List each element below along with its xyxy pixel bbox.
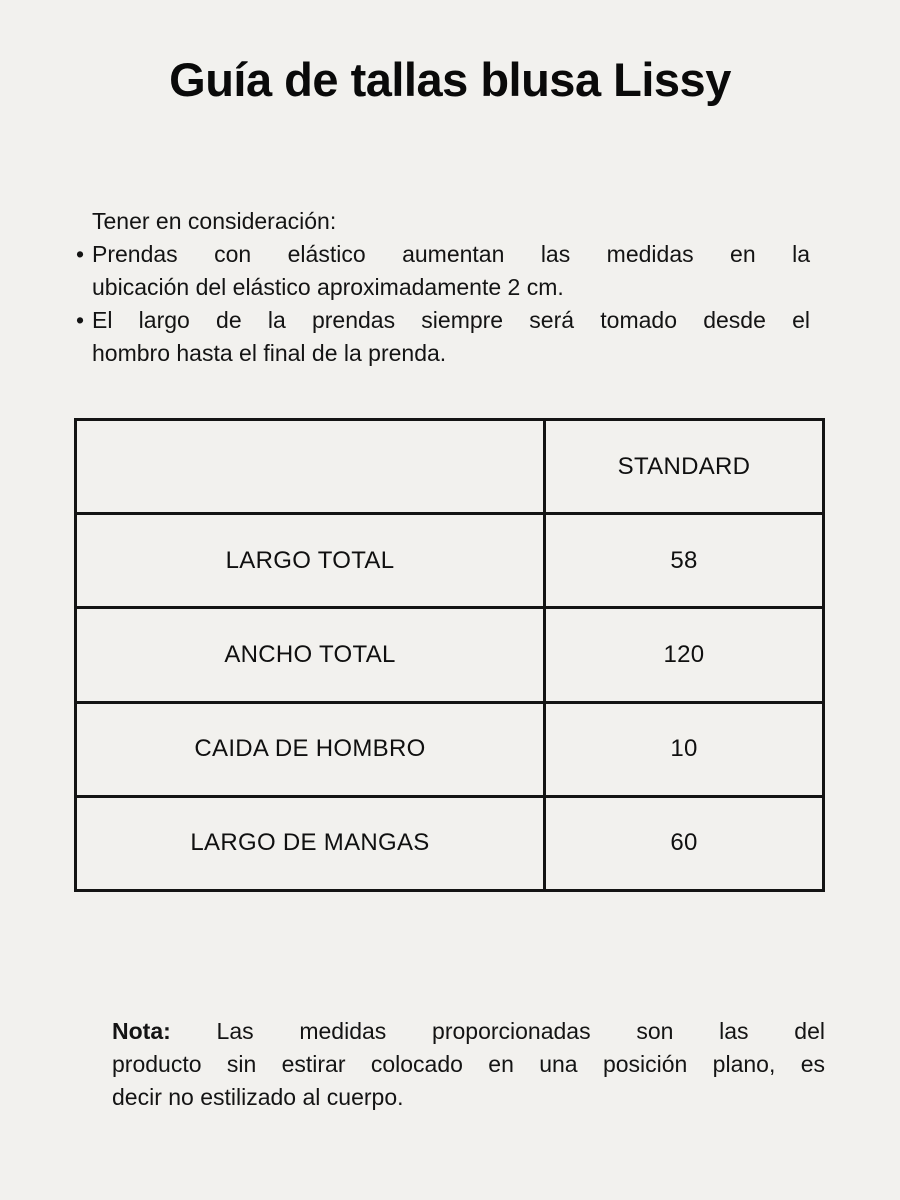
table-column-header: STANDARD: [545, 420, 824, 514]
note-line: decir no estilizado al cuerpo.: [112, 1084, 404, 1110]
table-row: [76, 702, 824, 796]
note-line: Nota: Las medidas proporcionadas son las del: [112, 1018, 825, 1044]
note-lines: [112, 1015, 825, 1114]
measure-label-cell: CAIDA DE HOMBRO: [76, 702, 545, 796]
consideration-item: [76, 238, 810, 304]
measure-value-cell: 10: [545, 702, 824, 796]
considerations-list: [76, 238, 810, 370]
page-title: Guía de tallas blusa Lissy: [169, 53, 731, 106]
size-table: [74, 418, 825, 892]
measure-value-cell: 58: [545, 514, 824, 608]
measure-value-cell: 120: [545, 608, 824, 702]
bullet-icon: •: [76, 241, 85, 267]
considerations-intro: Tener en consideración:: [92, 208, 337, 234]
size-table-body: [76, 420, 824, 891]
note-label: Nota:: [112, 1018, 171, 1044]
note-line: producto sin estirar colocado en una posición plano, es: [112, 1051, 825, 1077]
table-corner-cell: [76, 420, 545, 514]
table-header-row: [76, 420, 824, 514]
measure-label-cell: ANCHO TOTAL: [76, 608, 545, 702]
note-section: [112, 1015, 825, 1114]
consideration-line: Prendas con elástico aumentan las medidas en la: [92, 241, 810, 267]
table-row: [76, 514, 824, 608]
measure-value-cell: 60: [545, 796, 824, 890]
table-row: [76, 608, 824, 702]
consideration-line: ubicación del elástico aproximadamente 2 cm.: [92, 274, 564, 300]
measure-label-cell: LARGO DE MANGAS: [76, 796, 545, 890]
bullet-icon: •: [76, 307, 85, 333]
measure-label-cell: LARGO TOTAL: [76, 514, 545, 608]
consideration-line: El largo de la prendas siempre será tomado desde el: [92, 307, 810, 333]
table-row: [76, 796, 824, 890]
consideration-line: hombro hasta el final de la prenda.: [92, 340, 447, 366]
considerations-section: [76, 205, 810, 370]
consideration-item: [76, 304, 810, 370]
